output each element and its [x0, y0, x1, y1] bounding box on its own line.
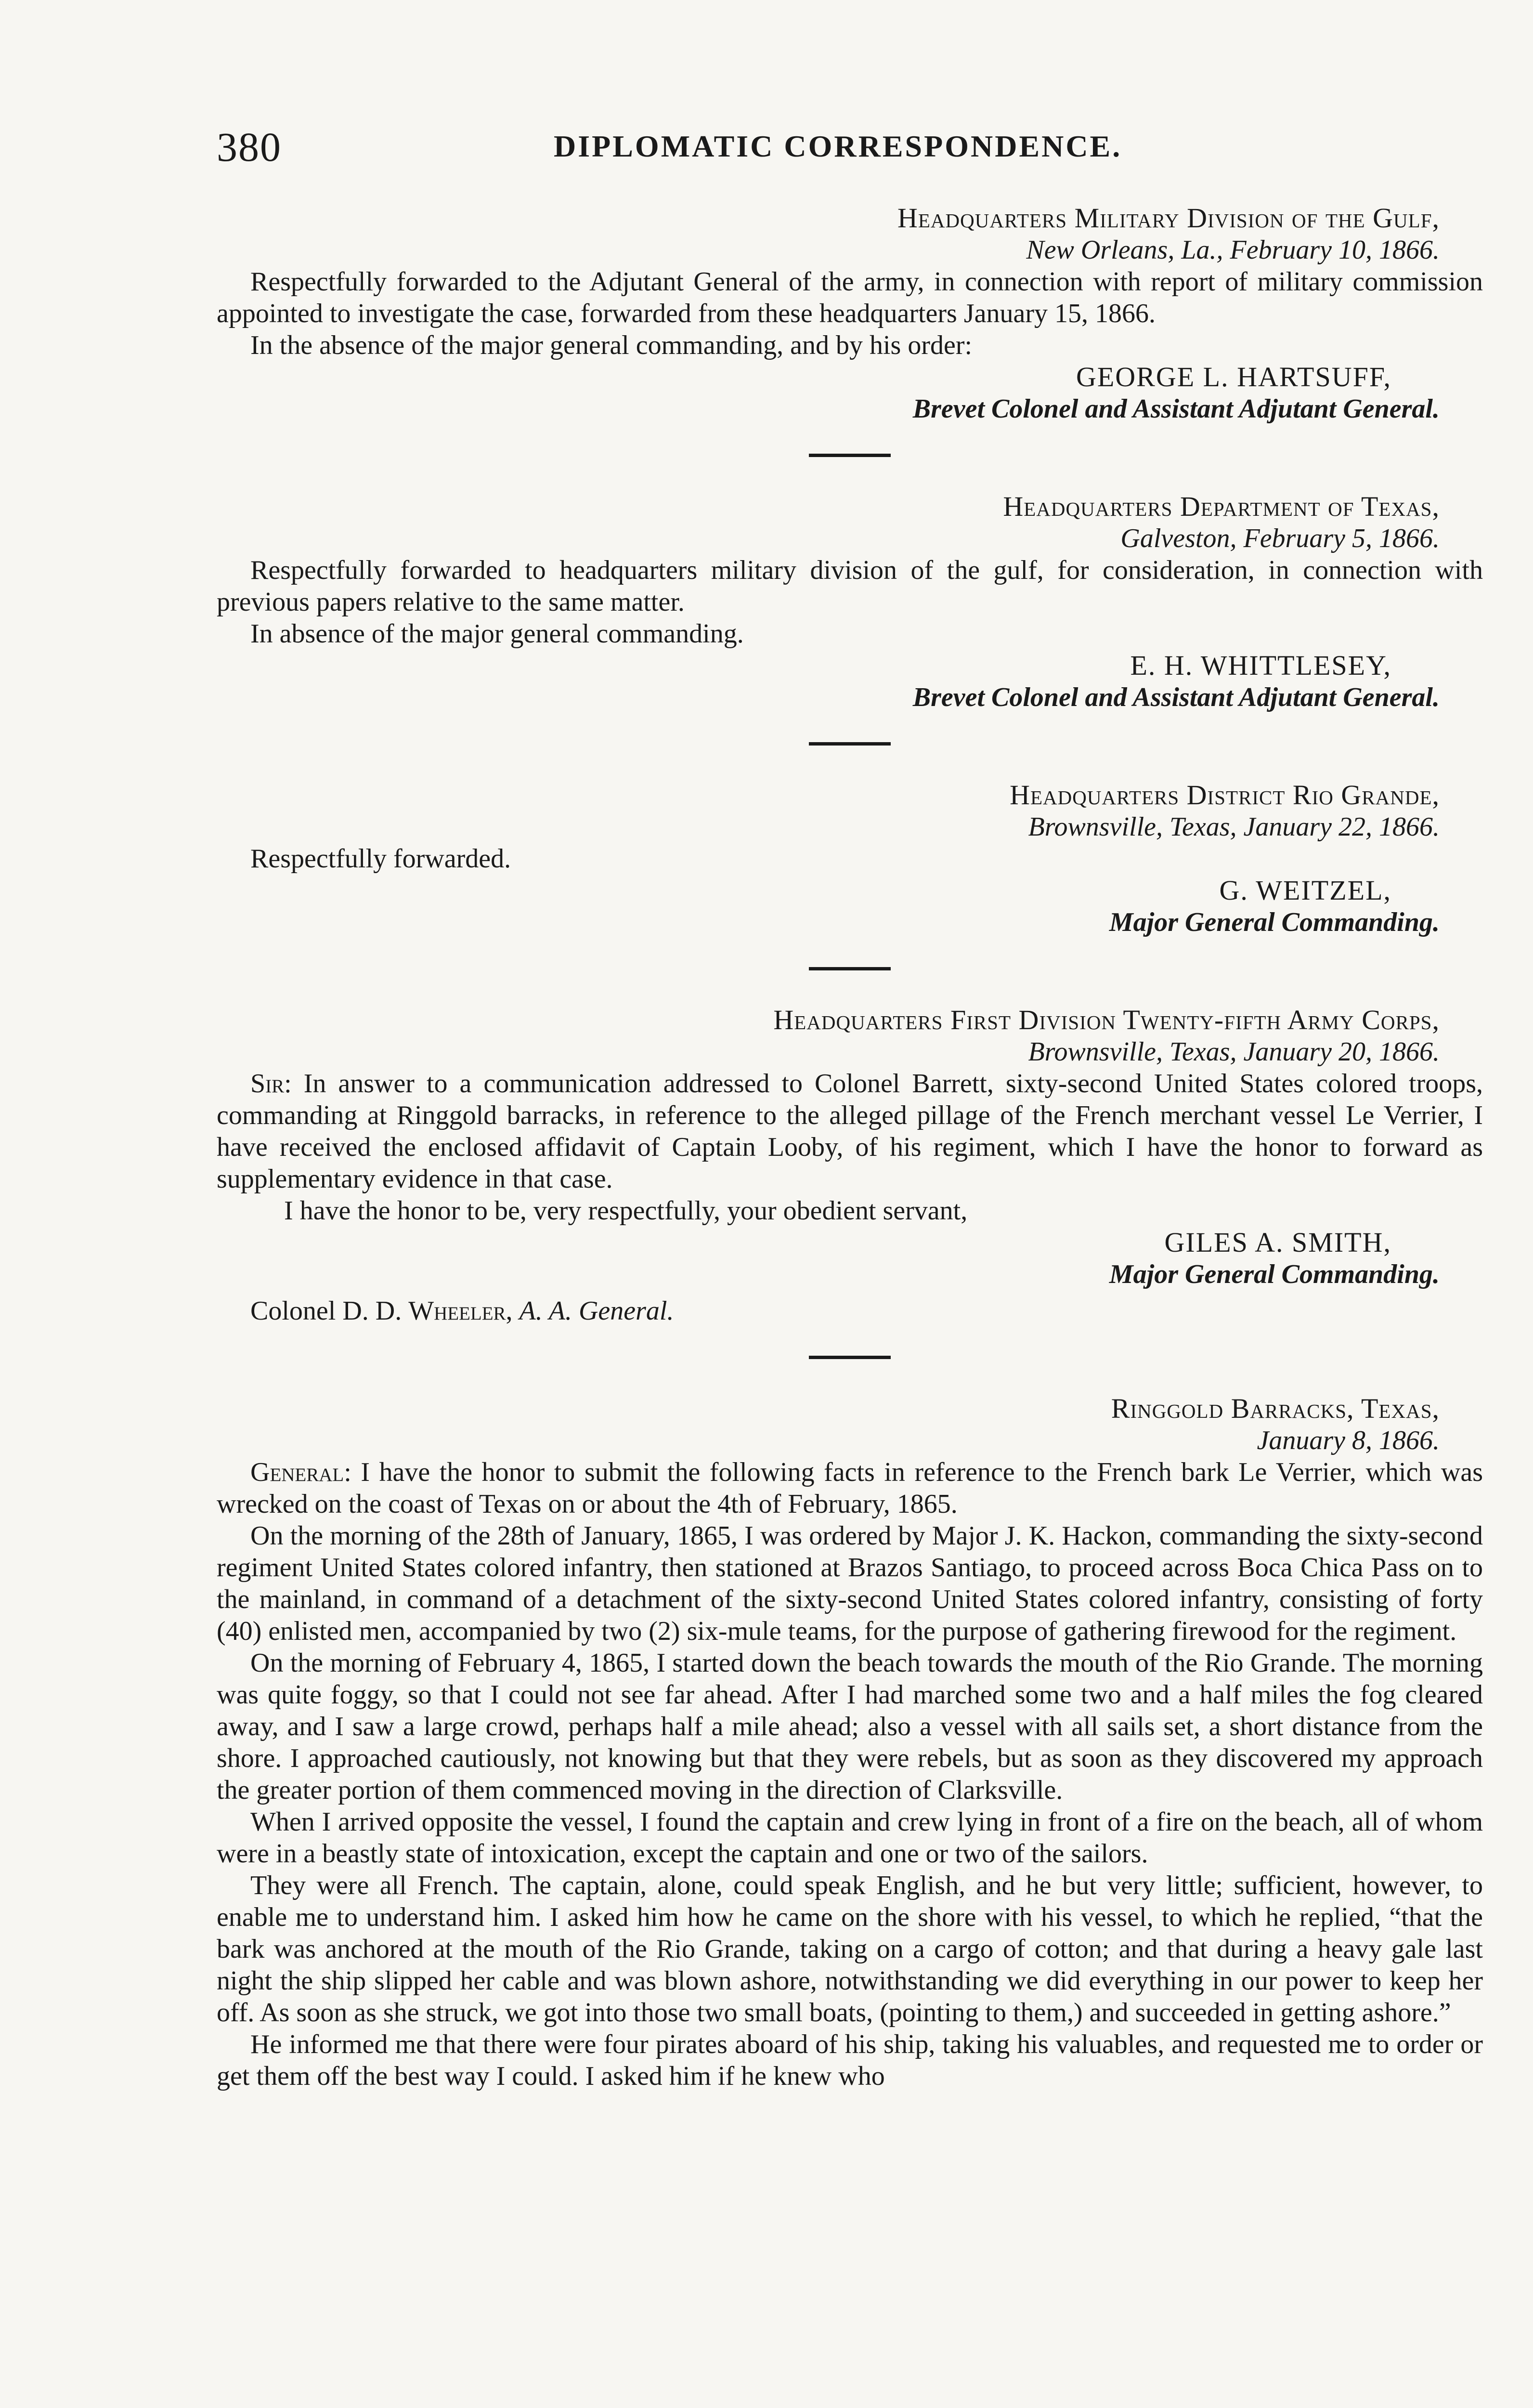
headquarters-heading: Ringgold Barracks, Texas,: [1111, 1393, 1440, 1424]
place-date: Galveston, February 5, 1866.: [1120, 523, 1440, 553]
signature: E. H. WHITTLESEY,: [1130, 650, 1391, 681]
addressee: [250, 1295, 1483, 1327]
paragraph: When I arrived opposite the vessel, I found the captain and crew lying in front of a fire on the beach, all of whom were in a beastly state of intoxication, except the captain and one or two of the sailors.: [217, 1807, 1483, 1869]
paragraph: I have the honor to be, very respectfully, your obedient servant,: [284, 1196, 968, 1226]
addressee-title: A. A. General.: [519, 1296, 674, 1326]
page-title: DIPLOMATIC CORRESPONDENCE.: [554, 129, 1122, 163]
place-date: New Orleans, La., February 10, 1866.: [1026, 235, 1440, 265]
main-column: [217, 202, 1483, 2092]
paragraph: On the morning of the 28th of January, 1865, I was ordered by Major J. K. Hackon, commanding the sixty-second regiment United States colored infantry, then stationed at Brazos Santiago, to proceed across Boca Chica Pass on to the mainland, in command of a detachment of the sixty-second United States colored infantry, consisting of forty (40) enlisted men, accompanied by two (2) six-mule teams, for the purpose of gathering firewood for the regiment.: [217, 1521, 1483, 1646]
headquarters-heading: Headquarters District Rio Grande,: [1010, 779, 1440, 811]
addressee-name: Wheeler,: [408, 1296, 513, 1326]
endorsement-department-texas: [217, 491, 1483, 713]
section-divider: [809, 742, 891, 746]
signature: GILES A. SMITH,: [1164, 1227, 1391, 1258]
headquarters-heading: Headquarters Military Division of the Gulf,: [897, 202, 1440, 234]
paragraph: He informed me that there were four pirates aboard of his ship, taking his valuables, and requested me to order or get them off the best way I could. I asked him if he knew who: [217, 2029, 1483, 2091]
paragraph: They were all French. The captain, alone, could speak English, and he but very little; sufficient, however, to enable me to understand him. I asked him how he came on the shore with his vessel, to which he replied, “that the bark was anchored at the mouth of the Rio Grande, taking on a cargo of cotton; and that during a heavy gale last night the ship slipped her cable and was blown ashore, notwithstanding we did everything in our power to keep her off. As soon as she struck, we got into those two small boats, (pointing to them,) and succeeded in getting ashore.”: [217, 1871, 1483, 2028]
paragraph: In absence of the major general commanding.: [250, 619, 744, 649]
addressee-prefix: Colonel D. D.: [250, 1296, 402, 1326]
paragraph: Respectfully forwarded.: [250, 844, 511, 874]
paragraph: In the absence of the major general commanding, and by his order:: [250, 330, 973, 360]
page-number: 380: [217, 124, 282, 170]
signature: G. WEITZEL,: [1219, 875, 1391, 906]
letter-first-division: [217, 1004, 1483, 1327]
headquarters-heading: Headquarters Department of Texas,: [1003, 491, 1440, 522]
salutation: Sir:: [250, 1069, 292, 1099]
section-divider: [809, 454, 891, 457]
paragraph-text: I have the honor to submit the following facts in reference to the French bark Le Verrier, which was wrecked on the coast of Texas on or about the 4th of February, 1865.: [217, 1457, 1483, 1519]
signature-title: Major General Commanding.: [1109, 1259, 1440, 1289]
affidavit-ringgold-barracks: [217, 1393, 1483, 2092]
paragraph: [217, 1456, 1483, 1520]
signature-title: Brevet Colonel and Assistant Adjutant General.: [912, 394, 1440, 424]
place-date: Brownsville, Texas, January 20, 1866.: [1028, 1037, 1440, 1067]
running-head: [217, 123, 1493, 176]
paragraph: [217, 1068, 1483, 1195]
salutation: General:: [250, 1457, 351, 1487]
signature-title: Brevet Colonel and Assistant Adjutant General.: [912, 682, 1440, 712]
place-date: Brownsville, Texas, January 22, 1866.: [1028, 812, 1440, 842]
paragraph-text: In answer to a communication addressed to Colonel Barrett, sixty-second United States colored troops, commanding at Ringgold barracks, in reference to the alleged pillage of the French merchant vessel Le Verrier, I have received the enclosed affidavit of Captain Looby, of his regiment, which I have the honor to forward as supplementary evidence in that case.: [217, 1069, 1483, 1194]
section-divider: [809, 967, 891, 970]
paragraph: Respectfully forwarded to the Adjutant General of the army, in connection with report of military commission appointed to investigate the case, forwarded from these headquarters January 15, 1866.: [217, 267, 1483, 328]
signature: GEORGE L. HARTSUFF,: [1076, 361, 1391, 393]
place-date: January 8, 1866.: [1257, 1426, 1440, 1455]
paragraph: Respectfully forwarded to headquarters military division of the gulf, for consideration, in connection with previous papers relative to the same matter.: [217, 555, 1483, 617]
endorsement-military-division-gulf: [217, 202, 1483, 425]
signature-title: Major General Commanding.: [1109, 907, 1440, 937]
endorsement-district-rio-grande: [217, 779, 1483, 938]
paragraph: On the morning of February 4, 1865, I started down the beach towards the mouth of the Rio Grande. The morning was quite foggy, so that I could not see far ahead. After I had marched some two and a half miles the fog cleared away, and I saw a large crowd, perhaps half a mile ahead; also a vessel with all sails set, a short distance from the shore. I approached cautiously, not knowing but that they were rebels, but as soon as they discovered my approach the greater portion of them commenced moving in the direction of Clarksville.: [217, 1648, 1483, 1805]
section-divider: [809, 1356, 891, 1359]
headquarters-heading: Headquarters First Division Twenty-fifth Army Corps,: [773, 1004, 1440, 1035]
